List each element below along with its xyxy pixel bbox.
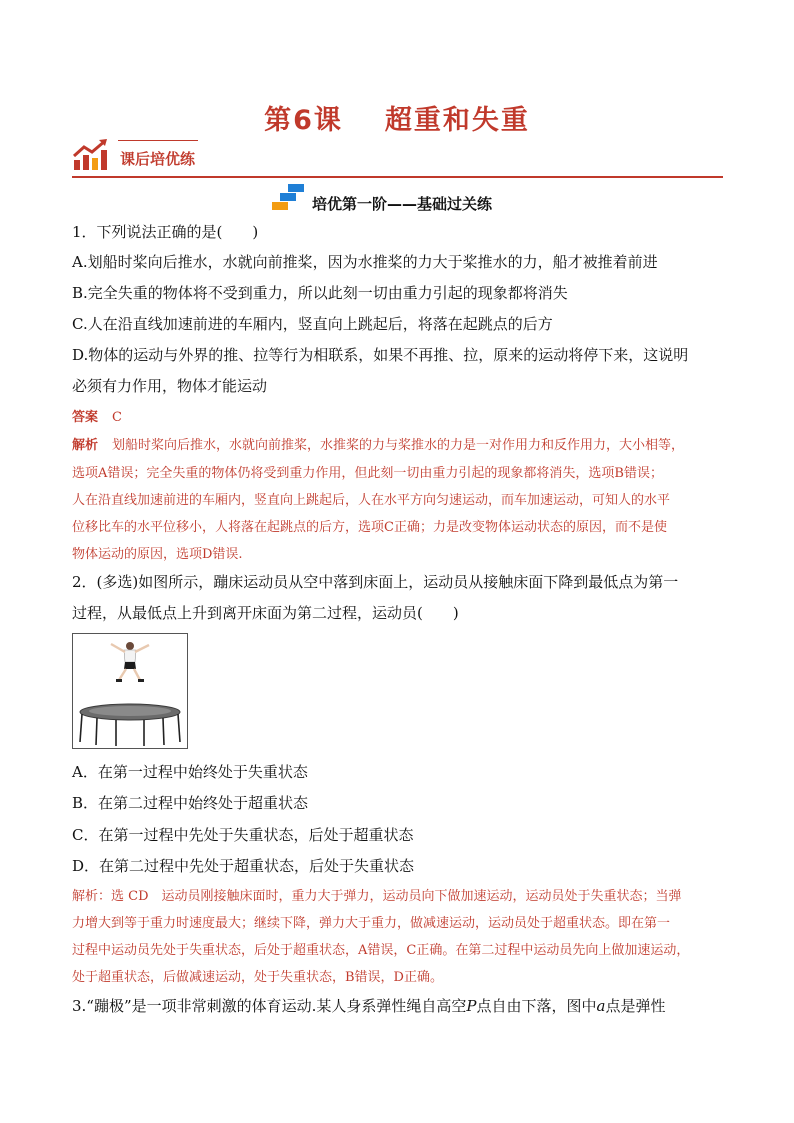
q2-analysis-line: 处于超重状态，后做减速运动，处于失重状态，B错误，D正确。 [72, 970, 443, 985]
page-title [0, 98, 794, 137]
q1-analysis-line: 人在沿直线加速前进的车厢内，竖直向上跳起后，人在水平方向匀速运动，而车加速运动，可知人的水平 [72, 493, 671, 508]
q1-option-d-cont: 必须有力作用，物体才能运动 [72, 377, 268, 395]
trampoline-jumper-photo [72, 633, 188, 749]
q3-var-p: P [466, 997, 477, 1015]
q3-var-a: a [596, 997, 606, 1015]
q1-analysis-line: 物体运动的原因，选项D错误. [72, 547, 243, 562]
section-label: 课后培优练 [120, 150, 196, 168]
section-top-line [118, 140, 198, 141]
q2-analysis-line: 力增大到等于重力时速度最大；继续下降，弹力大于重力，做减速运动，运动员处于超重状态。即在第一 [72, 916, 671, 931]
q2-option-a: A．在第一过程中始终处于失重状态 [72, 763, 308, 781]
q2-stem-cont: 过程，从最低点上升到离开床面为第二过程，运动员( ) [72, 604, 459, 622]
q3-stem-start: 3.“蹦极”是一项非常刺激的体育运动.某人身系弹性绳自高空 [72, 997, 467, 1015]
q2-analysis-line: 过程中运动员先处于失重状态，后处于超重状态，A错误，C正确。在第二过程中运动员先向上做加速运动， [72, 943, 690, 958]
q3-stem [72, 996, 732, 1016]
q1-stem: 1．下列说法正确的是( ) [72, 223, 259, 241]
lesson-topic: 超重和失重 [384, 105, 530, 136]
analysis-label: 解析 [72, 438, 99, 453]
q3-stem-mid: 点自由下落，图中 [476, 997, 597, 1015]
q1-answer [72, 408, 732, 428]
stairs-icon [272, 184, 306, 210]
section-divider [72, 176, 723, 178]
analysis-text: 划船时桨向后推水，水就向前推桨，水推桨的力与桨推水的力是一对作用力和反作用力，大小相等， [112, 438, 685, 453]
tier-label: 培优第一阶——基础过关练 [312, 195, 493, 213]
lesson-number: 第6课 [264, 105, 343, 136]
q1-analysis-line: 选项A错误；完全失重的物体仍将受到重力作用，但此刻一切由重力引起的现象都将消失，选项B错误； [72, 466, 663, 481]
section-header [72, 138, 723, 180]
q1-option-d: D.物体的运动与外界的推、拉等行为相联系，如果不再推、拉，原来的运动将停下来，这说明 [72, 346, 689, 364]
q2-analysis-line: 解析：选 CD 运动员刚接触床面时，重力大于弹力，运动员向下做加速运动，运动员处于失重状态；当弹 [72, 889, 682, 904]
q3-stem-end: 点是弹性 [605, 997, 666, 1015]
q1-option-c: C.人在沿直线加速前进的车厢内，竖直向上跳起后，将落在起跳点的后方 [72, 315, 553, 333]
answer-value: C [112, 410, 122, 425]
q2-option-d: D．在第二过程中先处于超重状态，后处于失重状态 [72, 857, 415, 875]
trampoline-illustration [73, 634, 187, 748]
q1-option-a: A.划船时桨向后推水，水就向前推桨，因为水推桨的力大于桨推水的力，船才被推着前进 [72, 253, 658, 271]
answer-label: 答案 [72, 410, 99, 425]
q2-option-b: B．在第二过程中始终处于超重状态 [72, 794, 309, 812]
q1-analysis-line: 位移比车的水平位移小，人将落在起跳点的后方，选项C正确；力是改变物体运动状态的原因，而不是使 [72, 520, 667, 535]
bar-chart-arrow-icon [72, 138, 110, 172]
q1-analysis-line [72, 436, 732, 456]
q1-option-b: B.完全失重的物体将不受到重力，所以此刻一切由重力引起的现象都将消失 [72, 284, 568, 302]
q2-option-c: C．在第一过程中先处于失重状态，后处于超重状态 [72, 826, 414, 844]
q2-stem: 2．(多选)如图所示，蹦床运动员从空中落到床面上，运动员从接触床面下降到最低点为第一 [72, 573, 679, 591]
